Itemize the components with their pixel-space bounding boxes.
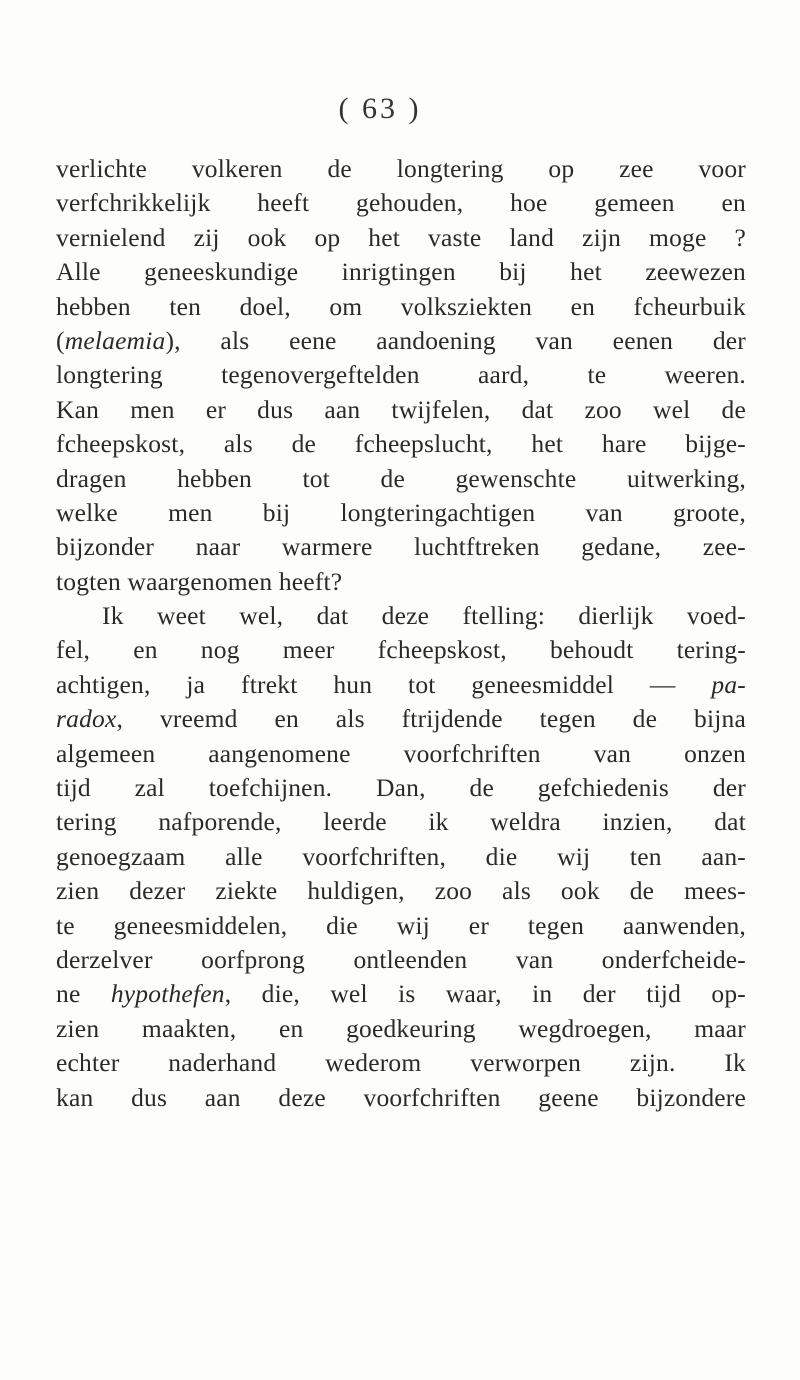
text-line: ne hypothefen, die, wel is waar, in der tijd op-	[56, 979, 746, 1009]
text-line: te geneesmiddelen, die wij er tegen aanwenden,	[56, 910, 746, 940]
text-line: verlichte volkeren de longtering op zee voor	[56, 154, 746, 183]
text-line: zien dezer ziekte huldigen, zoo als ook de mees-	[56, 876, 746, 906]
page-number: ( 63 )	[338, 92, 422, 125]
text-line: echter naderhand wederom verworpen zijn. Ik	[56, 1048, 746, 1078]
text-line: radox, vreemd en als ftrijdende tegen de bijna	[56, 704, 746, 734]
text-line: togten waargenomen heeft?	[56, 566, 343, 596]
text-line: zien maakten, en goedkeuring wegdroegen, maar	[56, 1013, 746, 1043]
text-line: dragen hebben tot de gewenschte uitwerking,	[56, 463, 746, 493]
text-line: vernielend zij ook op het vaste land zijn moge ?	[56, 222, 746, 252]
text-line: genoegzaam alle voorfchriften, die wij ten aan-	[56, 841, 746, 871]
text-line: hebben ten doel, om volksziekten en fcheurbuik	[56, 291, 746, 321]
text-line: Kan men er dus aan twijfelen, dat zoo wel de	[56, 394, 746, 424]
body-text	[56, 152, 746, 1115]
text-line: achtigen, ja ftrekt hun tot geneesmiddel — pa-	[56, 669, 746, 699]
text-line: Alle geneeskundige inrigtingen bij het zeewezen	[56, 257, 746, 287]
text-line: fcheepskost, als de fcheepslucht, het hare bijge-	[56, 429, 746, 459]
text-line: fel, en nog meer fcheepskost, behoudt tering-	[56, 635, 746, 665]
text-line: bijzonder naar warmere luchtftreken gedane, zee-	[56, 532, 746, 562]
text-line: welke men bij longteringachtigen van groote,	[56, 497, 746, 527]
text-line: Ik weet wel, dat deze ftelling: dierlijk voed-	[102, 601, 746, 631]
text-line: verfchrikkelijk heeft gehouden, hoe gemeen en	[56, 188, 746, 218]
text-line: tijd zal toefchijnen. Dan, de gefchiedenis der	[56, 773, 746, 803]
text-line: tering nafporende, leerde ik weldra inzien, dat	[56, 807, 746, 837]
text-line: (melaemia), als eene aandoening van eenen der	[56, 325, 746, 355]
text-line: algemeen aangenomene voorfchriften van onzen	[56, 738, 746, 768]
text-line: kan dus aan deze voorfchriften geene bijzondere	[56, 1082, 746, 1112]
text-line: derzelver oorfprong ontleenden van onderfcheide-	[56, 944, 746, 974]
text-line: longtering tegenovergeftelden aard, te weeren.	[56, 360, 746, 390]
